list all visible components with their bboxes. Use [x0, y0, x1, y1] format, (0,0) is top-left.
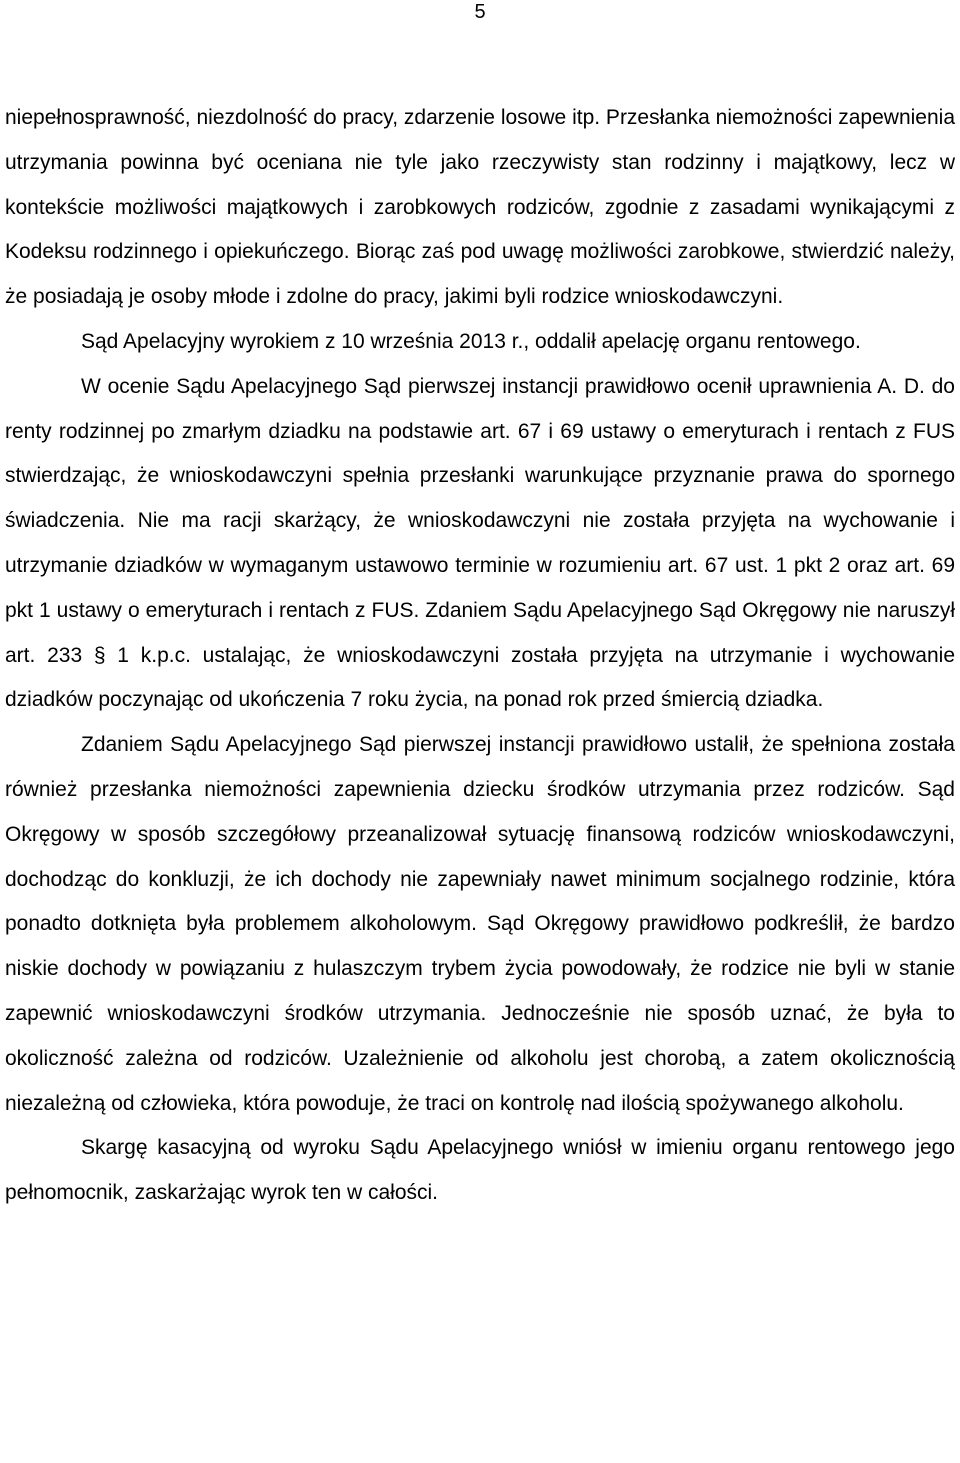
- paragraph-appeal-judgment: Sąd Apelacyjny wyrokiem z 10 września 2013 r., oddalił apelację organu rentowego.: [81, 329, 861, 353]
- paragraph-parents-means: Zdaniem Sądu Apelacyjnego Sąd pierwszej instancji prawidłowo ustalił, że spełniona została również przesłanka niemożności zapewnienia dziecku środków utrzymania przez rodziców. Sąd Okręgowy w sposób szczegółowy przeanalizował sytuację finansową rodziców wnioskodawczyni, dochodząc do konkluzji, że ich dochody nie zapewniały nawet minimum socjalnego rodzinie, która ponadto dotknięta była problemem alkoholowym. Sąd Okręgowy prawidłowo podkreślił, że bardzo niskie dochody w powiązaniu z hulaszczym trybem życia powodowały, że rodzice nie byli w stanie zapewnić wnioskodawczyni środków utrzymania. Jednocześnie nie sposób uznać, że była to okoliczność zależna od rodziców. Uzależnienie od alkoholu jest chorobą, a zatem okolicznością niezależną od człowieka, która powoduje, że traci on kontrolę nad ilością spożywanego alkoholu.: [5, 733, 955, 1115]
- document-body: [5, 96, 955, 1216]
- paragraph-court-assessment: W ocenie Sądu Apelacyjnego Sąd pierwszej instancji prawidłowo ocenił uprawnienia A. D. do renty rodzinnej po zmarłym dziadku na podstawie art. 67 i 69 ustawy o emeryturach i rentach z FUS stwierdzając, że wnioskodawczyni spełnia przesłanki warunkujące przyznanie prawa do spornego świadczenia. Nie ma racji skarżący, że wnioskodawczyni nie została przyjęta na wychowanie i utrzymanie dziadków w wymaganym ustawowo terminie w rozumieniu art. 67 ust. 1 pkt 2 oraz art. 69 pkt 1 ustawy o emeryturach i rentach z FUS. Zdaniem Sądu Apelacyjnego Sąd Okręgowy nie naruszył art. 233 § 1 k.p.c. ustalając, że wnioskodawczyni została przyjęta na utrzymanie i wychowanie dziadków poczynając od ukończenia 7 roku życia, na ponad rok przed śmiercią dziadka.: [5, 374, 955, 712]
- page-number: 5: [474, 1, 486, 23]
- paragraph-continuation: niepełnosprawność, niezdolność do pracy, zdarzenie losowe itp. Przesłanka niemożności zapewnienia utrzymania powinna być oceniana nie tyle jako rzeczywisty stan rodzinny i majątkowy, lecz w kontekście możliwości majątkowych i zarobkowych rodziców, zgodnie z zasadami wynikającymi z Kodeksu rodzinnego i opiekuńczego. Biorąc zaś pod uwagę możliwości zarobkowe, stwierdzić należy, że posiadają je osoby młode i zdolne do pracy, jakimi byli rodzice wnioskodawczyni.: [5, 106, 955, 309]
- paragraph-cassation: Skargę kasacyjną od wyroku Sądu Apelacyjnego wniósł w imieniu organu rentowego jego pełnomocnik, zaskarżając wyrok ten w całości.: [5, 1136, 955, 1205]
